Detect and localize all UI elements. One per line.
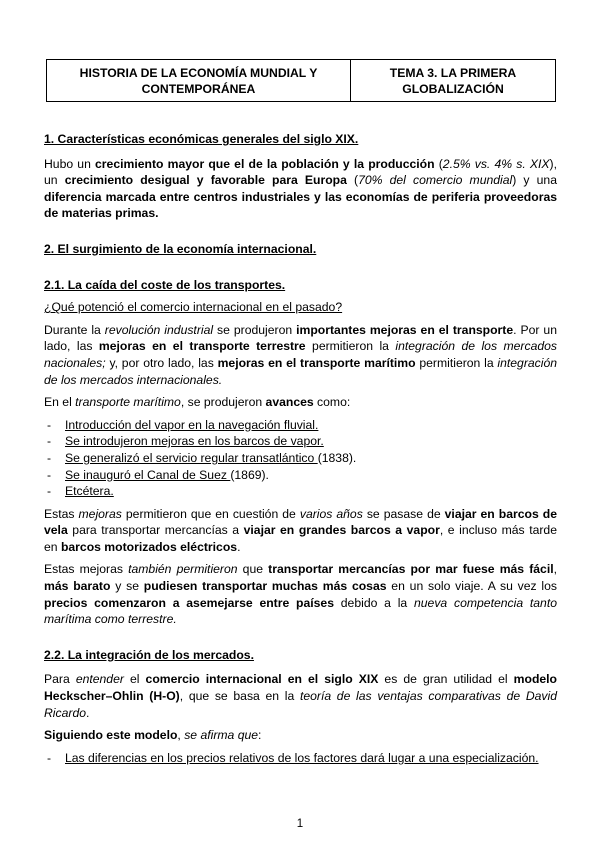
italic-text: varios años bbox=[299, 506, 363, 521]
text: , bbox=[177, 728, 185, 743]
text: para transportar mercancías a bbox=[67, 523, 244, 538]
italic-text: 2.5% vs. 4% s. XIX bbox=[442, 156, 550, 171]
text: en un solo viaje. A su vez los bbox=[386, 579, 557, 594]
bold-text: viajar en grandes barcos a vapor bbox=[243, 523, 440, 538]
text: permitieron la bbox=[415, 355, 498, 370]
text: . bbox=[237, 539, 241, 554]
page-number: 1 bbox=[296, 818, 304, 830]
list-item bbox=[44, 750, 557, 767]
italic-text: nueva competencia tanto marítima como terrestre. bbox=[44, 595, 557, 627]
section-2-1-paragraph-2 bbox=[44, 394, 557, 411]
model-assertions-list bbox=[44, 750, 557, 767]
section-1-paragraph bbox=[44, 156, 557, 222]
list-item-year: (1838). bbox=[317, 450, 357, 465]
section-2-1-paragraph-1 bbox=[44, 322, 557, 388]
bold-text: avances bbox=[265, 395, 314, 410]
text: . Por un lado, las bbox=[44, 322, 557, 354]
list-item-text: Etcétera. bbox=[65, 484, 114, 499]
bold-text: comercio internacional en el siglo XIX bbox=[145, 672, 379, 687]
italic-text: 70% del comercio mundial bbox=[358, 173, 513, 188]
list-item-text: Introducción del vapor en la navegación fluvial. bbox=[65, 417, 319, 432]
course-title-cell bbox=[47, 60, 351, 101]
bold-text: mejoras en el transporte marítimo bbox=[217, 355, 416, 370]
italic-text: se afirma que bbox=[184, 728, 259, 743]
italic-text: revolución industrial bbox=[104, 322, 214, 337]
bold-text: diferencia marcada entre centros industriales y las economías de periferia proveedoras de materias primas. bbox=[44, 189, 557, 221]
topic-title-cell bbox=[351, 60, 555, 101]
text: ( bbox=[434, 156, 443, 171]
italic-text: teoría de las ventajas comparativas de David Ricardo bbox=[44, 689, 557, 720]
italic-text: entender bbox=[75, 672, 124, 687]
italic-text: también permitieron bbox=[128, 562, 238, 577]
list-item bbox=[44, 417, 557, 434]
bold-text: mejoras en el transporte terrestre bbox=[98, 339, 306, 354]
list-item bbox=[44, 433, 557, 450]
list-item bbox=[44, 467, 557, 484]
topic-title-line2: GLOBALIZACIÓN bbox=[402, 81, 504, 96]
text: ( bbox=[346, 173, 359, 188]
text: Durante la bbox=[44, 322, 105, 337]
section-2-2-paragraph-1 bbox=[44, 671, 557, 721]
italic-text: mejoras bbox=[78, 506, 122, 521]
text: permitieron la bbox=[305, 339, 396, 354]
text: Estas mejoras bbox=[44, 562, 129, 577]
bold-text: más barato bbox=[44, 579, 111, 594]
italic-text: transporte marítimo bbox=[75, 395, 181, 410]
text: , e incluso más tarde en bbox=[44, 523, 557, 554]
section-2-1-heading: 2.1. La caída del coste de los transportes. bbox=[44, 277, 286, 292]
list-item-text: Se generalizó el servicio regular transatlántico bbox=[65, 450, 318, 465]
list-item-text: Se inauguró el Canal de Suez bbox=[65, 467, 231, 482]
bold-text: importantes mejoras en el transporte bbox=[296, 322, 514, 337]
bold-text: crecimiento mayor que el de la población y la producción bbox=[95, 156, 435, 171]
course-title-line1: HISTORIA DE LA ECONOMÍA MUNDIAL Y bbox=[79, 65, 318, 80]
header-table bbox=[46, 59, 556, 102]
text: que bbox=[237, 562, 269, 577]
text: Hubo un bbox=[44, 156, 96, 171]
course-title-line2: CONTEMPORÁNEA bbox=[141, 81, 256, 96]
list-item bbox=[44, 483, 557, 500]
bold-text: pudiesen transportar muchas más cosas bbox=[143, 579, 387, 594]
section-2-1-paragraph-4 bbox=[44, 561, 557, 627]
text: , bbox=[553, 562, 557, 577]
text: . bbox=[86, 705, 90, 720]
italic-text: integración de los mercados nacionales; bbox=[44, 339, 558, 370]
text: ), un bbox=[44, 156, 557, 188]
section-1-heading: 1. Características económicas generales del siglo XIX. bbox=[44, 132, 359, 146]
italic-text: integración de los mercados internacionales. bbox=[44, 355, 558, 387]
bold-text: crecimiento desigual y favorable para Europa bbox=[64, 173, 347, 188]
bold-text: Siguiendo este modelo bbox=[44, 728, 178, 743]
list-item-text: Las diferencias en los precios relativos de los factores dará lugar a una especialización. bbox=[65, 750, 539, 765]
text: : bbox=[258, 728, 262, 743]
text: como: bbox=[313, 395, 351, 410]
text: , se produjeron bbox=[180, 395, 266, 410]
section-2-2-heading: 2.2. La integración de los mercados. bbox=[44, 647, 254, 662]
list-item-text: Se introdujeron mejoras en los barcos de vapor. bbox=[65, 434, 324, 449]
text: y, por otro lado, las bbox=[105, 355, 218, 370]
list-item bbox=[44, 450, 557, 467]
text: En el bbox=[44, 395, 76, 410]
bold-text: viajar en barcos de vela bbox=[44, 506, 557, 538]
text: ) y una bbox=[512, 173, 557, 188]
maritime-advances-list bbox=[44, 417, 557, 500]
list-item-year: (1869). bbox=[230, 467, 269, 482]
text: Estas bbox=[44, 506, 79, 521]
text: el bbox=[123, 672, 146, 687]
bold-text: transportar mercancías por mar fuese más fácil bbox=[268, 562, 554, 577]
guiding-question: ¿Qué potenció el comercio internacional en el pasado? bbox=[44, 300, 343, 315]
topic-title-line1: TEMA 3. LA PRIMERA bbox=[389, 65, 517, 80]
text: se pasase de bbox=[362, 506, 445, 521]
text: permitieron que en cuestión de bbox=[121, 506, 300, 521]
bold-text: precios comenzaron a asemejarse entre países bbox=[44, 595, 334, 610]
text: y se bbox=[110, 579, 144, 594]
bold-text: modelo Heckscher–Ohlin (H-O) bbox=[44, 672, 557, 704]
section-2-heading: 2. El surgimiento de la economía internacional. bbox=[44, 241, 317, 256]
text: se produjeron bbox=[213, 322, 297, 337]
text: es de gran utilidad el bbox=[378, 672, 514, 687]
section-2-2-paragraph-2 bbox=[44, 727, 557, 744]
section-2-1-paragraph-3 bbox=[44, 506, 557, 556]
document-body bbox=[44, 131, 557, 766]
bold-text: barcos motorizados eléctricos bbox=[60, 539, 238, 554]
text: debido a la bbox=[334, 595, 414, 610]
text: Para bbox=[44, 672, 76, 687]
text: , que se basa en la bbox=[179, 689, 300, 704]
